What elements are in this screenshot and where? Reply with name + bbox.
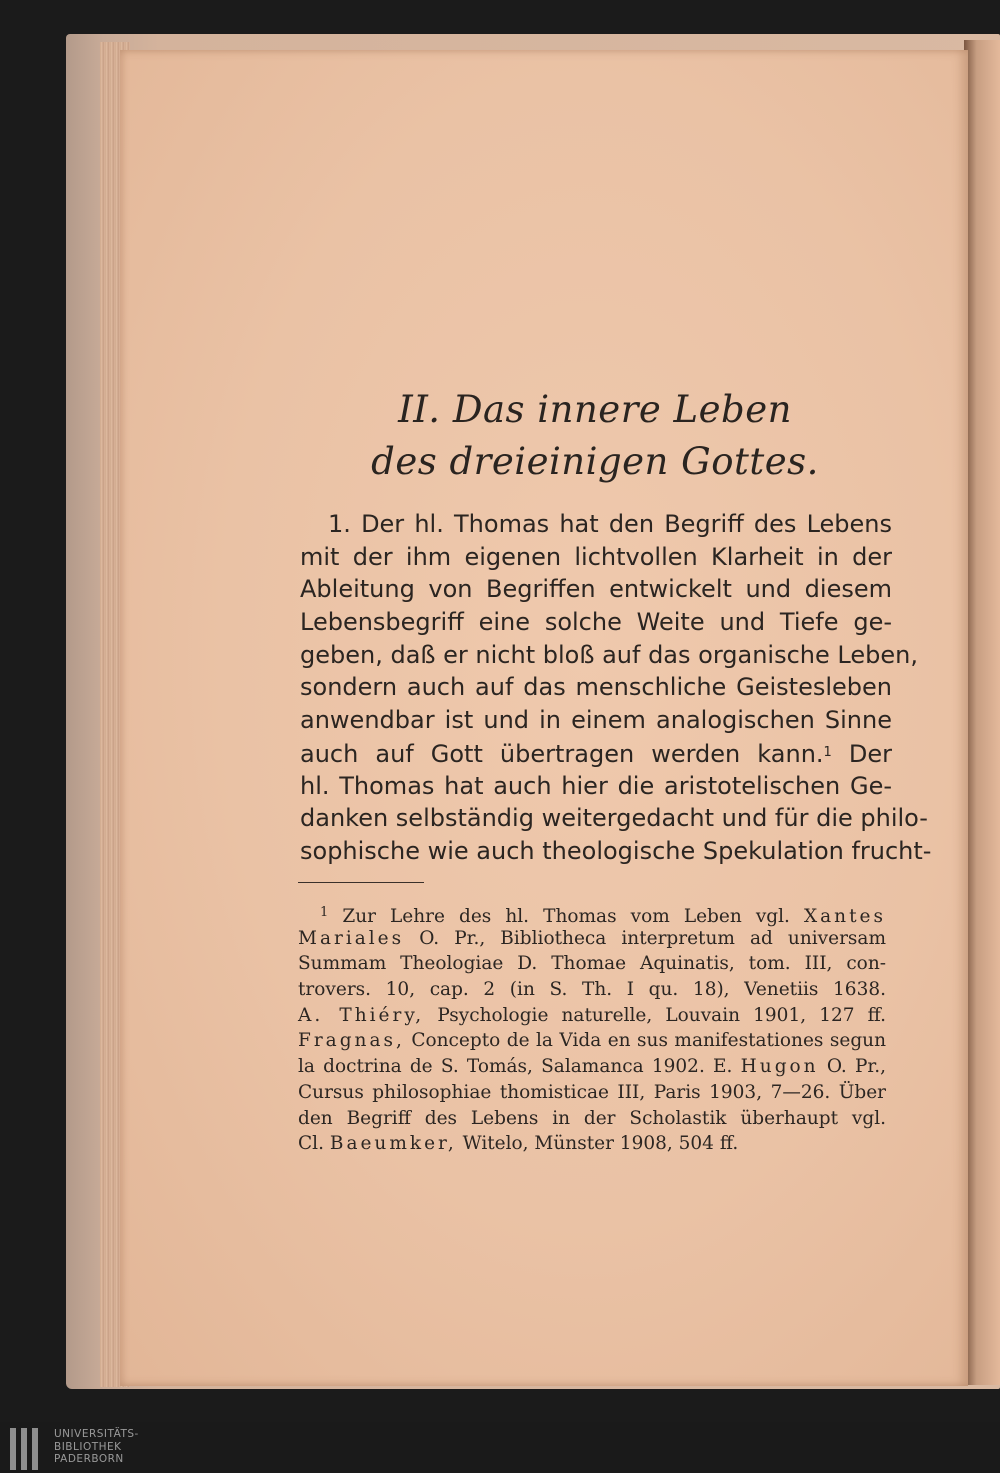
- author-name: Fragnas,: [298, 1030, 405, 1052]
- footnote: [298, 900, 886, 1157]
- footnote-text: Witelo, Münster 1908, 504 ff.: [462, 1133, 739, 1155]
- footnote-reference-mark: 1: [823, 744, 832, 760]
- footnote-line: [298, 900, 886, 926]
- footnote-line: [298, 1054, 886, 1080]
- logo-line: PADERBORN: [54, 1453, 124, 1465]
- paragraph-line: hl. Thomas hat auch hier die aristotelischen Ge-: [300, 771, 892, 800]
- paragraph-line-with-note: [300, 737, 892, 770]
- footnote-text: Concepto de la Vida en sus manifestationes segun: [411, 1030, 886, 1052]
- footnote-text: O. Pr., Bibliotheca interpretum ad universam: [419, 927, 886, 949]
- author-name: Baeumker,: [329, 1133, 457, 1155]
- footnote-line: den Begriff des Lebens in der Scholastik überhaupt vgl.: [298, 1107, 886, 1129]
- paragraph-line: anwendbar ist und in einem analogischen Sinne: [300, 706, 892, 735]
- logo-line: BIBLIOTHEK: [54, 1440, 122, 1453]
- footnote-text: Zur Lehre des hl. Thomas vom Leben vgl.: [342, 906, 790, 927]
- footnote-line: trovers. 10, cap. 2 (in S. Th. I qu. 18), Venetiis 1638.: [298, 979, 886, 1001]
- chapter-heading-line-1: II. Das innere Leben: [398, 388, 792, 431]
- footnote-rule: [298, 882, 424, 883]
- paragraph-line: sophische wie auch theologische Spekulation frucht-: [300, 836, 932, 865]
- paragraph-line: danken selbständig weitergedacht und für die philo-: [300, 804, 928, 833]
- footnote-text: Psychologie naturelle, Louvain 1901, 127 ff.: [437, 1004, 886, 1026]
- paragraph-line: Ableitung von Begriffen entwickelt und diesem: [300, 575, 892, 604]
- paragraph-line: geben, daß er nicht bloß auf das organische Leben,: [300, 640, 918, 669]
- logo-line: UNIVERSITÄTS-: [54, 1428, 139, 1440]
- footnote-line: [298, 926, 886, 952]
- author-name: Xantes: [803, 906, 886, 927]
- author-name: A. Thiéry,: [298, 1004, 425, 1026]
- paragraph-line-text: auch auf Gott übertragen werden kann.: [300, 739, 824, 768]
- footnote-text: la doctrina de S. Tomás, Salamanca 1902. E.: [298, 1056, 733, 1078]
- paragraph-line: 1. Der hl. Thomas hat den Begriff des Lebens: [328, 510, 892, 538]
- chapter-heading-line-2: des dreieinigen Gottes.: [371, 440, 819, 483]
- author-name: Mariales: [298, 927, 405, 949]
- footnote-line: [298, 1003, 886, 1029]
- book-spine: [964, 40, 1000, 1385]
- footnote-line: Summam Theologiae D. Thomae Aquinatis, tom. III, con-: [298, 953, 886, 975]
- footnote-text: Cl.: [298, 1133, 324, 1155]
- library-logo-icon: [10, 1428, 44, 1470]
- paragraph-line: mit der ihm eigenen lichtvollen Klarheit in der: [300, 542, 892, 571]
- paragraph-line: Lebensbegriff eine solche Weite und Tiefe ge-: [300, 608, 892, 637]
- footnote-line: [298, 1028, 886, 1054]
- footnote-mark: 1: [320, 905, 329, 920]
- footnote-line: [298, 1131, 886, 1157]
- library-logo-text: [54, 1428, 139, 1466]
- library-footer: [0, 1422, 1000, 1473]
- paragraph-line-tail: Der: [848, 739, 892, 768]
- paragraph-line: sondern auch auf das menschliche Geistesleben: [300, 673, 892, 702]
- author-name: Hugon: [740, 1056, 819, 1078]
- footnote-text: O. Pr.,: [826, 1056, 887, 1078]
- body-paragraph: [300, 508, 932, 868]
- footnote-line: Cursus philosophiae thomisticae III, Paris 1903, 7—26. Über: [298, 1081, 886, 1103]
